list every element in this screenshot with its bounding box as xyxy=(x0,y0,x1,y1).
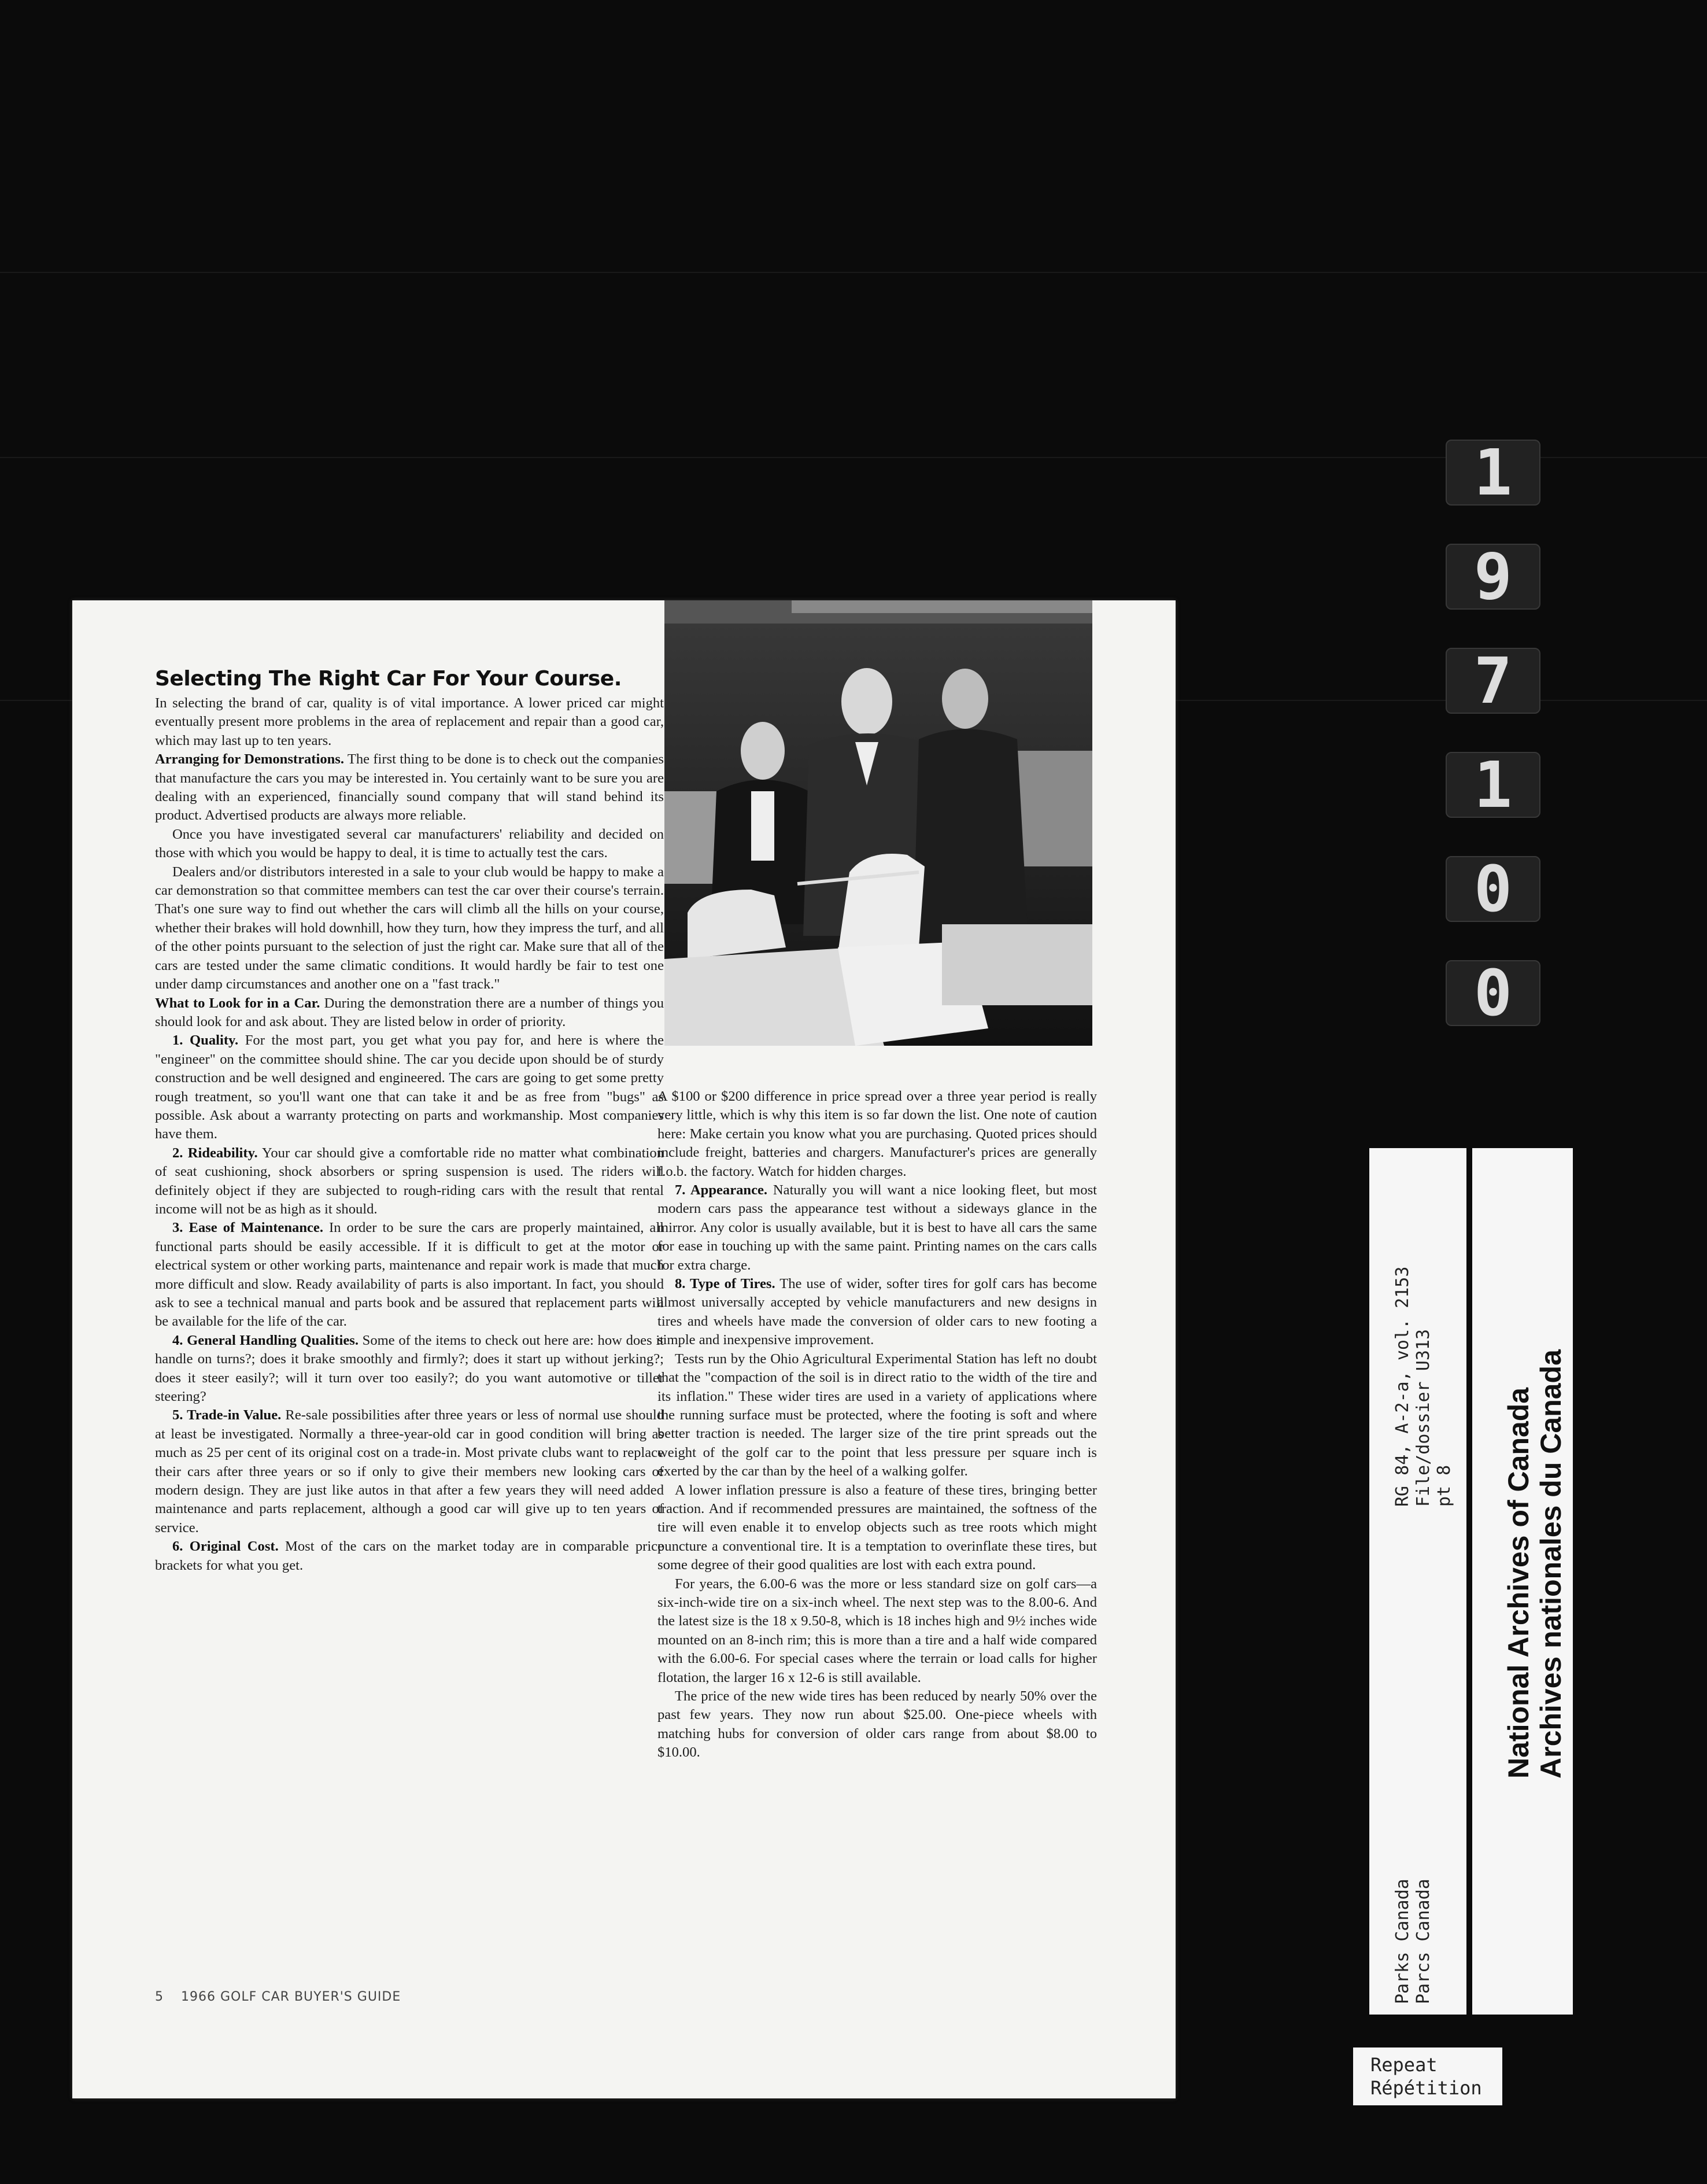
repeat-line-fr: Répétition xyxy=(1370,2077,1482,2099)
paragraph-text: In selecting the brand of car, quality is of vital importance. A lower priced car might eventually present more problems in the area of replacement and repair than a good car, which may last up to ten years. xyxy=(155,695,664,748)
page-footer xyxy=(155,1990,401,2004)
article-paragraph xyxy=(155,1406,664,1537)
paragraph-heading: Arranging for Demonstrations. xyxy=(155,751,345,768)
label-divider xyxy=(1466,1148,1472,2015)
paragraph-text: The first thing to be done is to check out the companies that manufacture the cars you may be interested in. You certainly want to be sure you are dealing with an experienced, financially sound company that will stand behind its product. Advertised products are always more reliable. xyxy=(155,751,664,824)
article-paragraph xyxy=(657,1687,1097,1762)
paragraph-text: Dealers and/or distributors interested in a sale to your club would be happy to make a car demonstration so that committee members can test the car over their course's terrain. That's one sure way to find out whether the cars will climb all the hills on your course, whether their brakes will hold downhill, how they turn, how they impress the turf, and all of the other points pursuant to the selection of just the right car. Make sure that all of the cars are tested under the same climatic conditions. It would hardly be fair to test one under damp circumstances and another one on a "fast track." xyxy=(155,864,664,993)
paragraph-heading: 1. Quality. xyxy=(172,1032,239,1049)
institution-line-fr: Archives nationales du Canada xyxy=(1535,1349,1567,1779)
article-paragraph xyxy=(155,863,664,994)
paragraph-heading: 3. Ease of Maintenance. xyxy=(172,1220,323,1236)
paragraph-text: The price of the new wide tires has been reduced by nearly 50% over the past few years. They now run about $25.00. One-piece wheels with matching hubs for conversion of older cars range from about $8.00 to $10.00. xyxy=(657,1688,1097,1761)
page-number: 5 xyxy=(155,1990,164,2004)
paragraph-heading: 6. Original Cost. xyxy=(172,1539,279,1555)
paragraph-text: Some of the items to check out here are: how does it handle on turns?; does it brake smoothly and firmly?; does it start up without jerking?; does it steer easily?; will it turn over too easily?; do you want automotive or tiller steering? xyxy=(155,1332,664,1405)
article-paragraph xyxy=(155,1031,664,1143)
scan-streak xyxy=(0,272,1707,273)
agency-lines xyxy=(1392,1879,1434,2004)
paragraph-text: For the most part, you get what you pay for, and here is where the "engineer" on the committee should shine. The car you decide upon should be of sturdy construction and be well designed and engineered. The cars are going to get some pretty rough treatment, so you'll want one that can take it and be as free from "bugs" as possible. Ask about a warranty protecting on parts and workmanship. Most companies have them. xyxy=(155,1032,664,1142)
agency-line-fr: Parcs Canada xyxy=(1413,1879,1433,2004)
frame-digit: 1 xyxy=(1446,440,1540,506)
frame-digit: 0 xyxy=(1446,856,1540,922)
paragraph-heading: 8. Type of Tires. xyxy=(675,1276,775,1292)
article-paragraph xyxy=(155,1331,664,1407)
article-paragraph xyxy=(657,1275,1097,1350)
men-inspecting-golf-cars-photo xyxy=(664,600,1092,1046)
article-paragraph xyxy=(155,1537,664,1575)
article-paragraph xyxy=(155,750,664,825)
paragraph-heading: 7. Appearance. xyxy=(675,1182,768,1198)
paragraph-text: Tests run by the Ohio Agricultural Experimental Station has left no doubt that the "compaction of the soil is in direct ratio to the width of the tire and its inflation." These wider tires are used in a variety of applications where the running surface must be protected, where the footing is soft and where better traction is needed. The larger size of the tire print spreads out the weight of the golf car to the point that less pressure per square inch is exerted by the car than by the heel of a walking golfer. xyxy=(657,1351,1097,1480)
paragraph-text: During the demonstration there are a number of things you should look for and ask about. They are listed below in order of priority. xyxy=(155,995,664,1030)
paragraph-text: Once you have investigated several car manufacturers' reliability and decided on those with which you would be happy to deal, it is time to actually test the cars. xyxy=(155,826,664,861)
article-paragraph xyxy=(657,1350,1097,1481)
paragraph-text: For years, the 6.00-6 was the more or less standard size on golf cars—a six-inch-wide tire on a six-inch wheel. The next step was to the 8.00-6. And the latest size is the 18 x 9.50-8, which is 18 inches high and 9½ inches wide mounted on an 8-inch rim; this is more than a tire and a half wide compared with the 6.00-6. For special cases where the terrain or load calls for higher flotation, the larger 16 x 12-6 is still available. xyxy=(657,1576,1097,1685)
paragraph-text: Naturally you will want a nice looking fleet, but most modern cars pass the appearance test without a sideways glance in the mirror. Any color is usually available, but it is best to have all cars the same for ease in touching up with the same paint. Printing names on the cars calls for extra charge. xyxy=(657,1182,1097,1273)
reference-line: pt 8 xyxy=(1434,1464,1454,1507)
institution-line-en: National Archives of Canada xyxy=(1502,1387,1535,1779)
frame-digit: 1 xyxy=(1446,752,1540,818)
article-paragraph xyxy=(155,1144,664,1219)
paragraph-heading: 5. Trade-in Value. xyxy=(172,1407,282,1423)
frame-digit: 7 xyxy=(1446,648,1540,714)
paragraph-heading: 4. General Handling Qualities. xyxy=(172,1332,359,1348)
paragraph-heading: 2. Rideability. xyxy=(172,1145,258,1161)
paragraph-heading: What to Look for in a Car. xyxy=(155,995,320,1011)
article-title: Selecting The Right Car For Your Course. xyxy=(155,667,622,691)
frame-digit: 9 xyxy=(1446,544,1540,610)
article-paragraph xyxy=(657,1087,1097,1181)
paragraph-text: A lower inflation pressure is also a feature of these tires, bringing better traction. And if recommended pressures are maintained, the softness of the tire will even enable it to envelop objects such as tree roots which might puncture a conventional tire. It is a temptation to overinflate these tires, but some degree of their good qualities are lost with each extra pound. xyxy=(657,1482,1097,1573)
article-paragraph xyxy=(155,1219,664,1331)
photo-illustration xyxy=(664,600,1092,1046)
publication-name: 1966 GOLF CAR BUYER'S GUIDE xyxy=(181,1990,401,2004)
paragraph-text: A $100 or $200 difference in price spread over a three year period is really very little, which is why this item is so far down the list. One note of caution here: Make certain you know what you are purchasing. Quoted prices should include freight, batteries and chargers. Manufacturer's prices are generally f.o.b. the factory. Watch for hidden charges. xyxy=(657,1089,1097,1179)
reference-line: RG 84, A-2-a, vol. 2153 xyxy=(1392,1266,1413,1507)
paragraph-text: Most of the cars on the market today are in comparable price brackets for what you get. xyxy=(155,1539,664,1573)
paragraph-text: In order to be sure the cars are properly maintained, all functional parts should be easily accessible. If it is difficult to get at the motor or electrical system or other working parts, maintenance and repair work is made that much more difficult and slow. Ready availability of parts is also important. In fact, you should ask to see a technical manual and parts book and be assured that replacement parts will be available for the life of the car. xyxy=(155,1220,664,1330)
agency-line-en: Parks Canada xyxy=(1392,1879,1413,2004)
article-paragraph xyxy=(155,994,664,1032)
archive-label xyxy=(1369,1148,1573,2015)
repeat-label xyxy=(1353,2048,1502,2105)
right-paragraphs xyxy=(657,1087,1097,1762)
paragraph-text: Re-sale possibilities after three years or less of normal use should at least be investigated. Normally a three-year-old car in good condition will bring as much as 25 per cent of its original cost on a trade-in. Most private clubs want to replace their cars after three years or so if only to give their members new looking cars of modern design. They are just like autos in that after a few years they will need added maintenance and parts replacement, although a good car will give up to ten years of service. xyxy=(155,1407,664,1536)
article-paragraph xyxy=(155,825,664,863)
article-paragraph xyxy=(657,1575,1097,1687)
magazine-page xyxy=(72,600,1176,2098)
reference-lines xyxy=(1392,1267,1455,1507)
paragraph-text: The use of wider, softer tires for golf cars has become almost universally accepted by vehicle manufacturers and new designs in tires and wheels have made the conversion of older cars to new footing a simple and inexpensive improvement. xyxy=(657,1276,1097,1348)
article-paragraph xyxy=(657,1181,1097,1275)
institution-name xyxy=(1502,1349,1567,1779)
article-paragraph xyxy=(657,1481,1097,1575)
article-right-column xyxy=(657,1087,1097,1762)
article-left-column xyxy=(155,667,664,1575)
repeat-line-en: Repeat xyxy=(1370,2054,1438,2076)
article-paragraph xyxy=(155,694,664,750)
left-paragraphs xyxy=(155,694,664,1575)
frame-digit: 0 xyxy=(1446,960,1540,1026)
film-frame-counter xyxy=(1446,436,1538,1064)
paragraph-text: Your car should give a comfortable ride no matter what combination of seat cushioning, shock absorbers or spring suspension is used. The riders will definitely object if they are subjected to rough-riding cars with the result that rental income will not be as high as it should. xyxy=(155,1145,664,1217)
reference-line: File/dossier U313 xyxy=(1413,1329,1433,1507)
